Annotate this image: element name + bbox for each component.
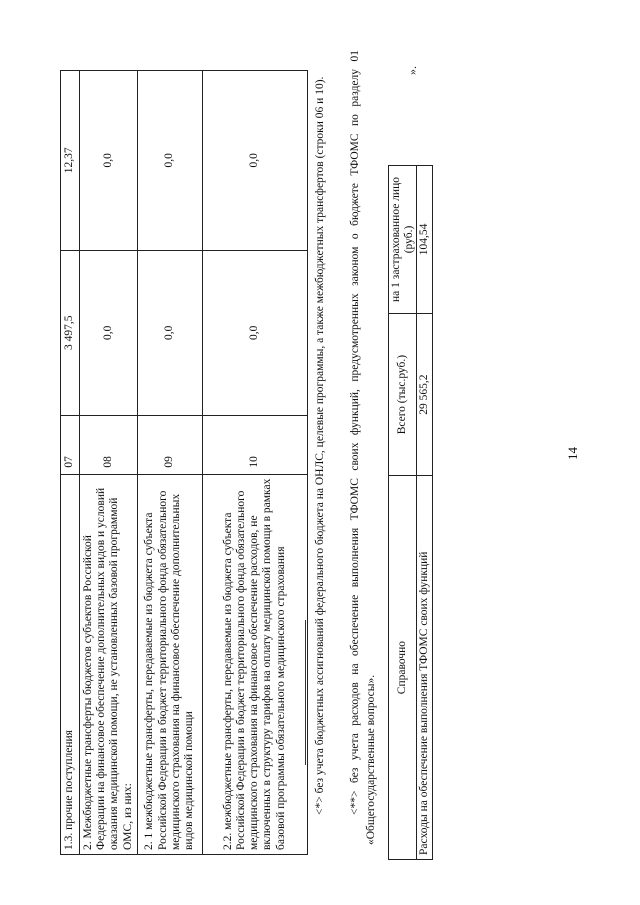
ref-row-total: 29 565,2 — [417, 313, 433, 475]
ref-row-per-insured: 104,54 — [417, 166, 433, 314]
footnote-1: <*> без учета бюджетных ассигнований федерального бюджета на ОНЛС, целевые программы, а также межбюджетных трансфертов (строки 06 и 10). — [314, 76, 326, 815]
reference-table — [388, 165, 433, 860]
row-code: 09 — [137, 415, 202, 474]
table-row — [202, 71, 307, 855]
row-value-per-person: 0,0 — [80, 71, 138, 251]
row-value-total: 0,0 — [80, 250, 138, 415]
header-per-insured: на 1 застрахованное лицо (руб.) — [389, 166, 417, 314]
row-value-per-person: 0,0 — [202, 71, 307, 251]
row-code: 07 — [61, 415, 80, 474]
row-value-total: 0,0 — [137, 250, 202, 415]
row-description: 2. Межбюджетные трансферты бюджетов субъектов Российской Федерации на финансовое обеспечение дополнительных видов и условий оказания медицинской помощи, не установленных базовой программой ОМС, из них: — [80, 474, 138, 854]
footnote-2: <**> без учета расходов на обеспечение выполнения ТФОМС своих функций, предусмотренных законом о бюджете ТФОМС по разделу 01 «Общегосударственные вопросы». — [349, 50, 378, 845]
row-description: 2. 1 межбюджетные трансферты, передаваемые из бюджета субъекта Российской Федерации в бюджет территориального фонда обязательного медицинского страхования на финансовое обеспечение дополнительных видов медицинской помощи — [137, 474, 202, 854]
table-row — [137, 71, 202, 855]
row-value-total: 0,0 — [202, 250, 307, 415]
row-code: 08 — [80, 415, 138, 474]
header-reference: Справочно — [389, 476, 417, 860]
row-value-total: 3 497,5 — [61, 250, 80, 415]
table-row — [417, 166, 433, 860]
reference-table-header — [389, 166, 417, 860]
expenses-table — [60, 70, 308, 855]
row-description: 1.3. прочие поступления — [61, 474, 80, 854]
page-number: 14 — [565, 447, 580, 460]
ref-row-label: Расходы на обеспечение выполнения ТФОМС своих функций — [417, 476, 433, 860]
footnote-divider — [305, 620, 306, 765]
row-code: 10 — [202, 415, 307, 474]
header-total: Всего (тыс.руб.) — [389, 313, 417, 475]
table-row — [61, 71, 80, 855]
row-value-per-person: 0,0 — [137, 71, 202, 251]
row-value-per-person: 12,37 — [61, 71, 80, 251]
table-row — [80, 71, 138, 855]
closing-quote: ». — [405, 66, 419, 75]
row-description: 2.2. межбюджетные трансферты, передаваемые из бюджета субъекта Российской Федерации в бюджет территориального фонда обязательного медицинского страхования на финансовое обеспечение расходов, не включенных в структуру тарифов на оплату медицинской помощи в рамках базовой программы обязательного медицинского страхования — [202, 474, 307, 854]
